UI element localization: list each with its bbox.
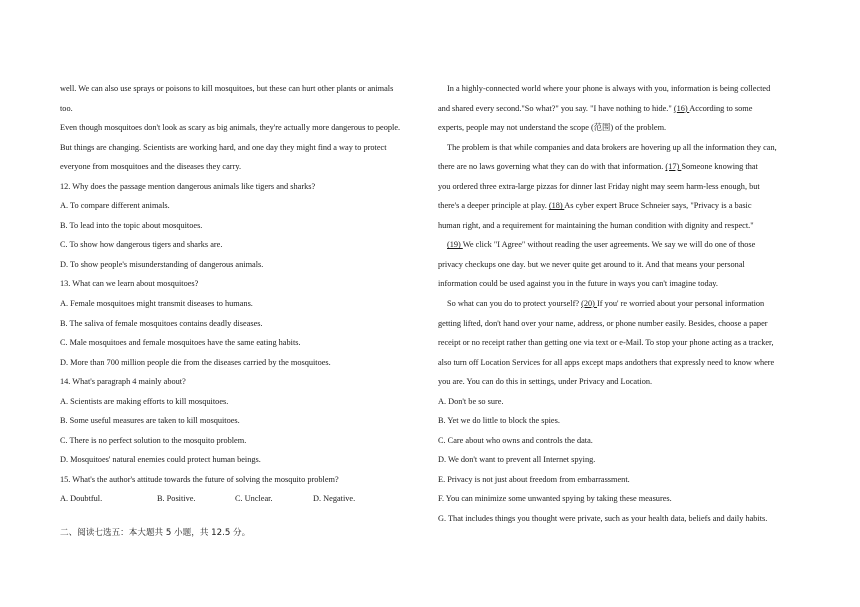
option-line: D. Mosquitoes' natural enemies could protect human beings. [60,455,261,465]
option-line: B. Some useful measures are taken to kill mosquitoes. [60,416,240,426]
text-line: getting lifted, don't hand over your name, address, or phone number easily. Besides, choose a paper [438,318,768,328]
text-line: privacy checkups one day. but we never quite get around to it. And that means your personal [438,259,745,269]
option-a: A. Doubtful. [60,494,103,504]
text-line: experts, people may not understand the scope (范围) of the problem. [438,123,667,133]
text-segment: and shared every second."So what?" you say. "I have nothing to hide." [438,103,674,113]
text-segment: If you' re worried about your personal information [597,299,765,309]
question-14: 14. What's paragraph 4 mainly about? [60,377,186,387]
option-line: A. Don't be so sure. [438,396,504,406]
left-column [60,79,422,509]
text-line: The problem is that while companies and data brokers are hovering up all the information they can, [447,142,777,152]
option-line: D. More than 700 million people die from the diseases carried by the mosquitoes. [60,357,331,367]
question-12: 12. Why does the passage mention dangerous animals like tigers and sharks? [60,181,316,191]
blank-20: (20) [581,299,598,309]
text-line [438,294,800,314]
text-line: everyone from mosquitoes and the diseases they carry. [60,162,242,172]
option-line: B. To lead into the topic about mosquitoes. [60,220,203,230]
option-line: F. You can minimize some unwanted spying by taking these measures. [438,494,672,504]
text-line: information could be used against you in the future in ways you can't imagine today. [438,279,718,289]
text-line: But things are changing. Scientists are working hard, and one day they might find a way to protect [60,142,387,152]
option-d: D. Negative. [313,494,356,504]
text-segment: We click "I Agree" without reading the user agreements. We say we will do one of those [462,240,756,250]
q15-options [60,489,422,509]
option-line: D. We don't want to prevent all Internet spying. [438,455,596,465]
text-line: Even though mosquitoes don't look as scary as big animals, they're actually more dangerous to people. [60,123,401,133]
text-line: you are. You can do this in settings, under Privacy and Location. [438,377,653,387]
text-line [438,235,800,255]
blank-16: (16) [673,103,690,113]
text-segment: So what can you do to protect yourself? [447,299,582,309]
option-line: C. Male mosquitoes and female mosquitoes have the same eating habits. [60,338,301,348]
text-line: also turn off Location Services for all apps except maps andothers that expressly need to know where [438,357,775,367]
option-line: C. Care about who owns and controls the data. [438,435,593,445]
section-heading: 二、阅读七选五：本大题共 5 小题，共 12.5 分。 [60,528,251,538]
text-line: you ordered three extra-large pizzas for dinner last Friday night may seem harm-less enough, but [438,181,760,191]
text-line: well. We can also use sprays or poisons to kill mosquitoes, but these can hurt other plants or animals [60,84,394,93]
option-line: C. To show how dangerous tigers and sharks are. [60,240,223,250]
option-c: C. Unclear. [235,494,273,504]
text-line [438,157,800,177]
text-segment: As cyber expert Bruce Schneier says, "Privacy is a basic [564,201,752,211]
option-line: A. Scientists are making efforts to kill mosquitoes. [60,396,229,406]
text-segment: there's a deeper principle at play. [438,201,549,211]
right-column [438,79,800,529]
text-line [438,196,800,216]
option-line: E. Privacy is not just about freedom from embarrassment. [438,474,630,484]
option-line: B. The saliva of female mosquitoes contains deadly diseases. [60,318,263,328]
text-segment: Someone knowing that [681,162,758,172]
option-line: C. There is no perfect solution to the mosquito problem. [60,435,247,445]
question-15: 15. What's the author's attitude towards the future of solving the mosquito problem? [60,474,339,484]
question-13: 13. What can we learn about mosquitoes? [60,279,199,289]
option-line: B. Yet we do little to block the spies. [438,416,560,426]
blank-19: (19) [447,240,463,250]
blank-17: (17) [665,162,682,172]
blank-18: (18) [548,201,565,211]
option-line: G. That includes things you thought were private, such as your health data, beliefs and daily habits. [438,514,768,524]
option-line: D. To show people's misunderstanding of dangerous animals. [60,259,264,269]
option-line: A. Female mosquitoes might transmit diseases to humans. [60,299,253,309]
text-segment: According to some [689,103,753,113]
text-line: human right, and a requirement for maintaining the human condition with dignity and respect." [438,220,754,230]
option-line: A. To compare different animals. [60,201,170,211]
text-line: too. [60,103,73,113]
text-segment: there are no laws governing what they can do with that information. [438,162,666,172]
option-b: B. Positive. [157,494,196,504]
text-line [438,99,800,119]
text-line: In a highly-connected world where your phone is always with you, information is being collected [447,84,771,93]
text-line: receipt or no receipt rather than getting one via text or e-Mail. To stop your phone acting as a tracker, [438,338,774,348]
